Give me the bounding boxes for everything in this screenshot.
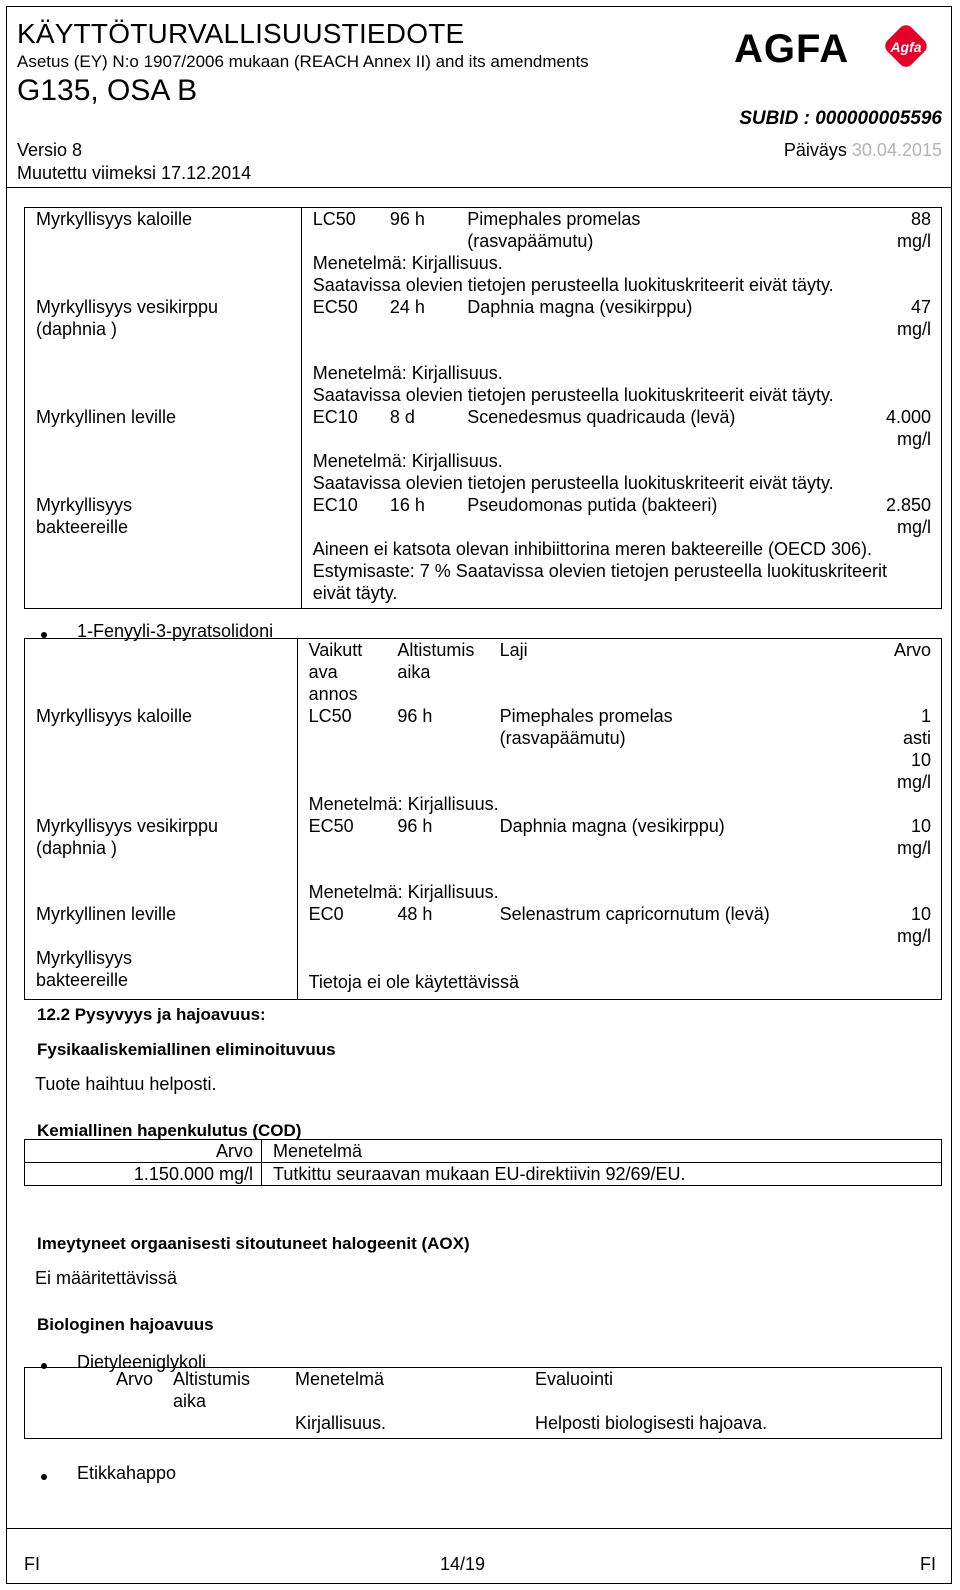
table-row	[25, 208, 942, 253]
value: 4.000 mg/l	[885, 407, 931, 449]
row-label: Myrkyllisyys vesikirppu (daphnia )	[25, 815, 298, 903]
inhibition-note: Estymisaste: 7 % Saatavissa olevien tietojen perusteella luokituskriteerit eivät täyty.	[312, 561, 887, 603]
footer-divider	[6, 1528, 952, 1529]
footer-lang-left: FI	[24, 1554, 40, 1574]
agfa-logo-graphic	[734, 24, 939, 72]
value: 10 mg/l	[896, 904, 931, 946]
bio-evaluation: Helposti biologisesti hajoava.	[535, 1413, 768, 1433]
issue-date-label: Päiväys	[783, 140, 847, 160]
bio-substance-2: Etikkahappo	[77, 1463, 177, 1483]
aox-text: Ei määritettävissä	[35, 1268, 178, 1288]
bullet-icon	[41, 1474, 47, 1480]
issue-date	[784, 139, 942, 161]
species: Scenedesmus quadricauda (levä)	[467, 407, 736, 427]
species: Daphnia magna (vesikirppu)	[467, 297, 693, 317]
header-dose: Vaikutt ava annos	[308, 640, 363, 704]
oecd-note: Aineen ei katsota olevan inhibiittorina meren bakteereille (OECD 306).	[312, 539, 873, 559]
exposure-time: 96 h	[389, 209, 425, 229]
bio-substance-1: Dietyleeniglykoli	[77, 1352, 207, 1372]
species: Daphnia magna (vesikirppu)	[499, 816, 725, 836]
table-header	[25, 1140, 942, 1163]
bio-method: Kirjallisuus.	[295, 1413, 387, 1433]
table-row	[25, 296, 942, 340]
header-time: Altistumis aika	[173, 1369, 251, 1411]
row-label: Myrkyllinen leville	[25, 903, 298, 947]
table-row	[25, 494, 942, 538]
value: 88 mg/l	[896, 209, 931, 251]
value: 10 mg/l	[896, 816, 931, 858]
header-value: Arvo	[893, 640, 931, 660]
ecotox-table-2	[24, 638, 942, 1000]
bio-heading: Biologinen hajoavuus	[37, 1315, 214, 1334]
exposure-time: 96 h	[397, 816, 433, 836]
physchem-heading: Fysikaaliskemiallinen eliminoituvuus	[37, 1040, 336, 1059]
section-12-2-heading: 12.2 Pysyvyys ja hajoavuus:	[37, 1005, 266, 1024]
header-divider	[6, 187, 952, 188]
agfa-badge-text: Agfa	[890, 39, 922, 55]
value: 2.850 mg/l	[885, 495, 931, 537]
species: Selenastrum capricornutum (levä)	[499, 904, 770, 924]
method-note: Menetelmä: Kirjallisuus.	[308, 882, 499, 902]
document-title: KÄYTTÖTURVALLISUUSTIEDOTE	[17, 18, 465, 49]
substance-name: 1-Fenyyli-3-pyratsolidoni	[77, 621, 274, 641]
biodegradation-table	[24, 1367, 942, 1439]
method-note: Menetelmä: Kirjallisuus.	[312, 451, 503, 471]
regulation-line: Asetus (EY) N:o 1907/2006 mukaan (REACH Annex II) and its amendments	[17, 52, 589, 71]
table-row	[25, 705, 942, 793]
method-note: Menetelmä: Kirjallisuus.	[312, 253, 503, 273]
criteria-note: Saatavissa olevien tietojen perusteella luokituskriteerit eivät täyty.	[312, 275, 834, 295]
exposure-time: 48 h	[397, 904, 433, 924]
subid: SUBID : 000000005596	[739, 108, 942, 129]
effect-type: LC50	[312, 209, 356, 229]
table-row	[25, 947, 942, 1000]
criteria-note: Saatavissa olevien tietojen perusteella luokituskriteerit eivät täyty.	[312, 473, 834, 493]
value: 1 asti 10 mg/l	[896, 706, 931, 792]
table-row	[25, 903, 942, 947]
species: Pseudomonas putida (bakteeri)	[467, 495, 718, 515]
row-label: Myrkyllisyys vesikirppu (daphnia )	[25, 296, 302, 406]
effect-type: EC10	[312, 495, 358, 515]
exposure-time: 96 h	[397, 706, 433, 726]
page-number: 14/19	[440, 1554, 486, 1574]
no-data-note: Tietoja ei ole käytettävissä	[308, 972, 520, 992]
header-value: Arvo	[115, 1369, 153, 1389]
header-evaluation: Evaluointi	[535, 1369, 614, 1389]
effect-type: EC0	[308, 904, 344, 924]
effect-type: EC50	[312, 297, 358, 317]
header-method: Menetelmä	[262, 1140, 942, 1163]
version: Versio 8	[17, 140, 83, 160]
species: Pimephales promelas (rasvapäämutu)	[467, 209, 641, 251]
header-species: Laji	[499, 640, 528, 660]
table-header	[25, 639, 942, 706]
species: Pimephales promelas (rasvapäämutu)	[499, 706, 673, 748]
table-row	[25, 1412, 942, 1439]
aox-heading: Imeytyneet orgaanisesti sitoutuneet halogeenit (AOX)	[37, 1234, 470, 1253]
table-header	[25, 1368, 942, 1413]
row-label: Myrkyllisyys bakteereille	[25, 494, 302, 609]
row-label: Myrkyllisyys kaloille	[25, 705, 298, 815]
criteria-note: Saatavissa olevien tietojen perusteella luokituskriteerit eivät täyty.	[312, 385, 834, 405]
value: 47 mg/l	[896, 297, 931, 339]
effect-type: EC50	[308, 816, 354, 836]
row-label: Myrkyllisyys kaloille	[25, 208, 302, 297]
cod-table	[24, 1139, 942, 1186]
issue-date-value: 30.04.2015	[851, 140, 942, 160]
effect-type: EC10	[312, 407, 358, 427]
exposure-time: 24 h	[389, 297, 425, 317]
method-note: Menetelmä: Kirjallisuus.	[308, 794, 499, 814]
product-name: G135, OSA B	[17, 74, 198, 107]
exposure-time: 16 h	[389, 495, 425, 515]
physchem-text: Tuote haihtuu helposti.	[35, 1074, 217, 1094]
ecotox-table-1	[24, 207, 942, 609]
row-label: Myrkyllisyys bakteereille	[25, 947, 298, 1000]
row-label: Myrkyllinen leville	[25, 406, 302, 494]
exposure-time: 8 d	[389, 407, 415, 427]
revised-date: Muutettu viimeksi 17.12.2014	[17, 163, 252, 183]
table-row	[25, 406, 942, 450]
table-row	[25, 1163, 942, 1186]
effect-type: LC50	[308, 706, 352, 726]
header-time: Altistumis aika	[397, 640, 475, 682]
cod-value: 1.150.000 mg/l	[25, 1163, 262, 1186]
header-method: Menetelmä	[295, 1369, 385, 1389]
footer-lang-right: FI	[920, 1554, 936, 1574]
agfa-wordmark: AGFA	[734, 27, 850, 71]
agfa-logo	[734, 24, 939, 77]
method-note: Menetelmä: Kirjallisuus.	[312, 363, 503, 383]
cod-method: Tutkittu seuraavan mukaan EU-direktiivin 92/69/EU.	[273, 1164, 686, 1184]
cod-heading: Kemiallinen hapenkulutus (COD)	[37, 1121, 302, 1140]
header-value: Arvo	[25, 1140, 262, 1163]
table-row	[25, 815, 942, 859]
